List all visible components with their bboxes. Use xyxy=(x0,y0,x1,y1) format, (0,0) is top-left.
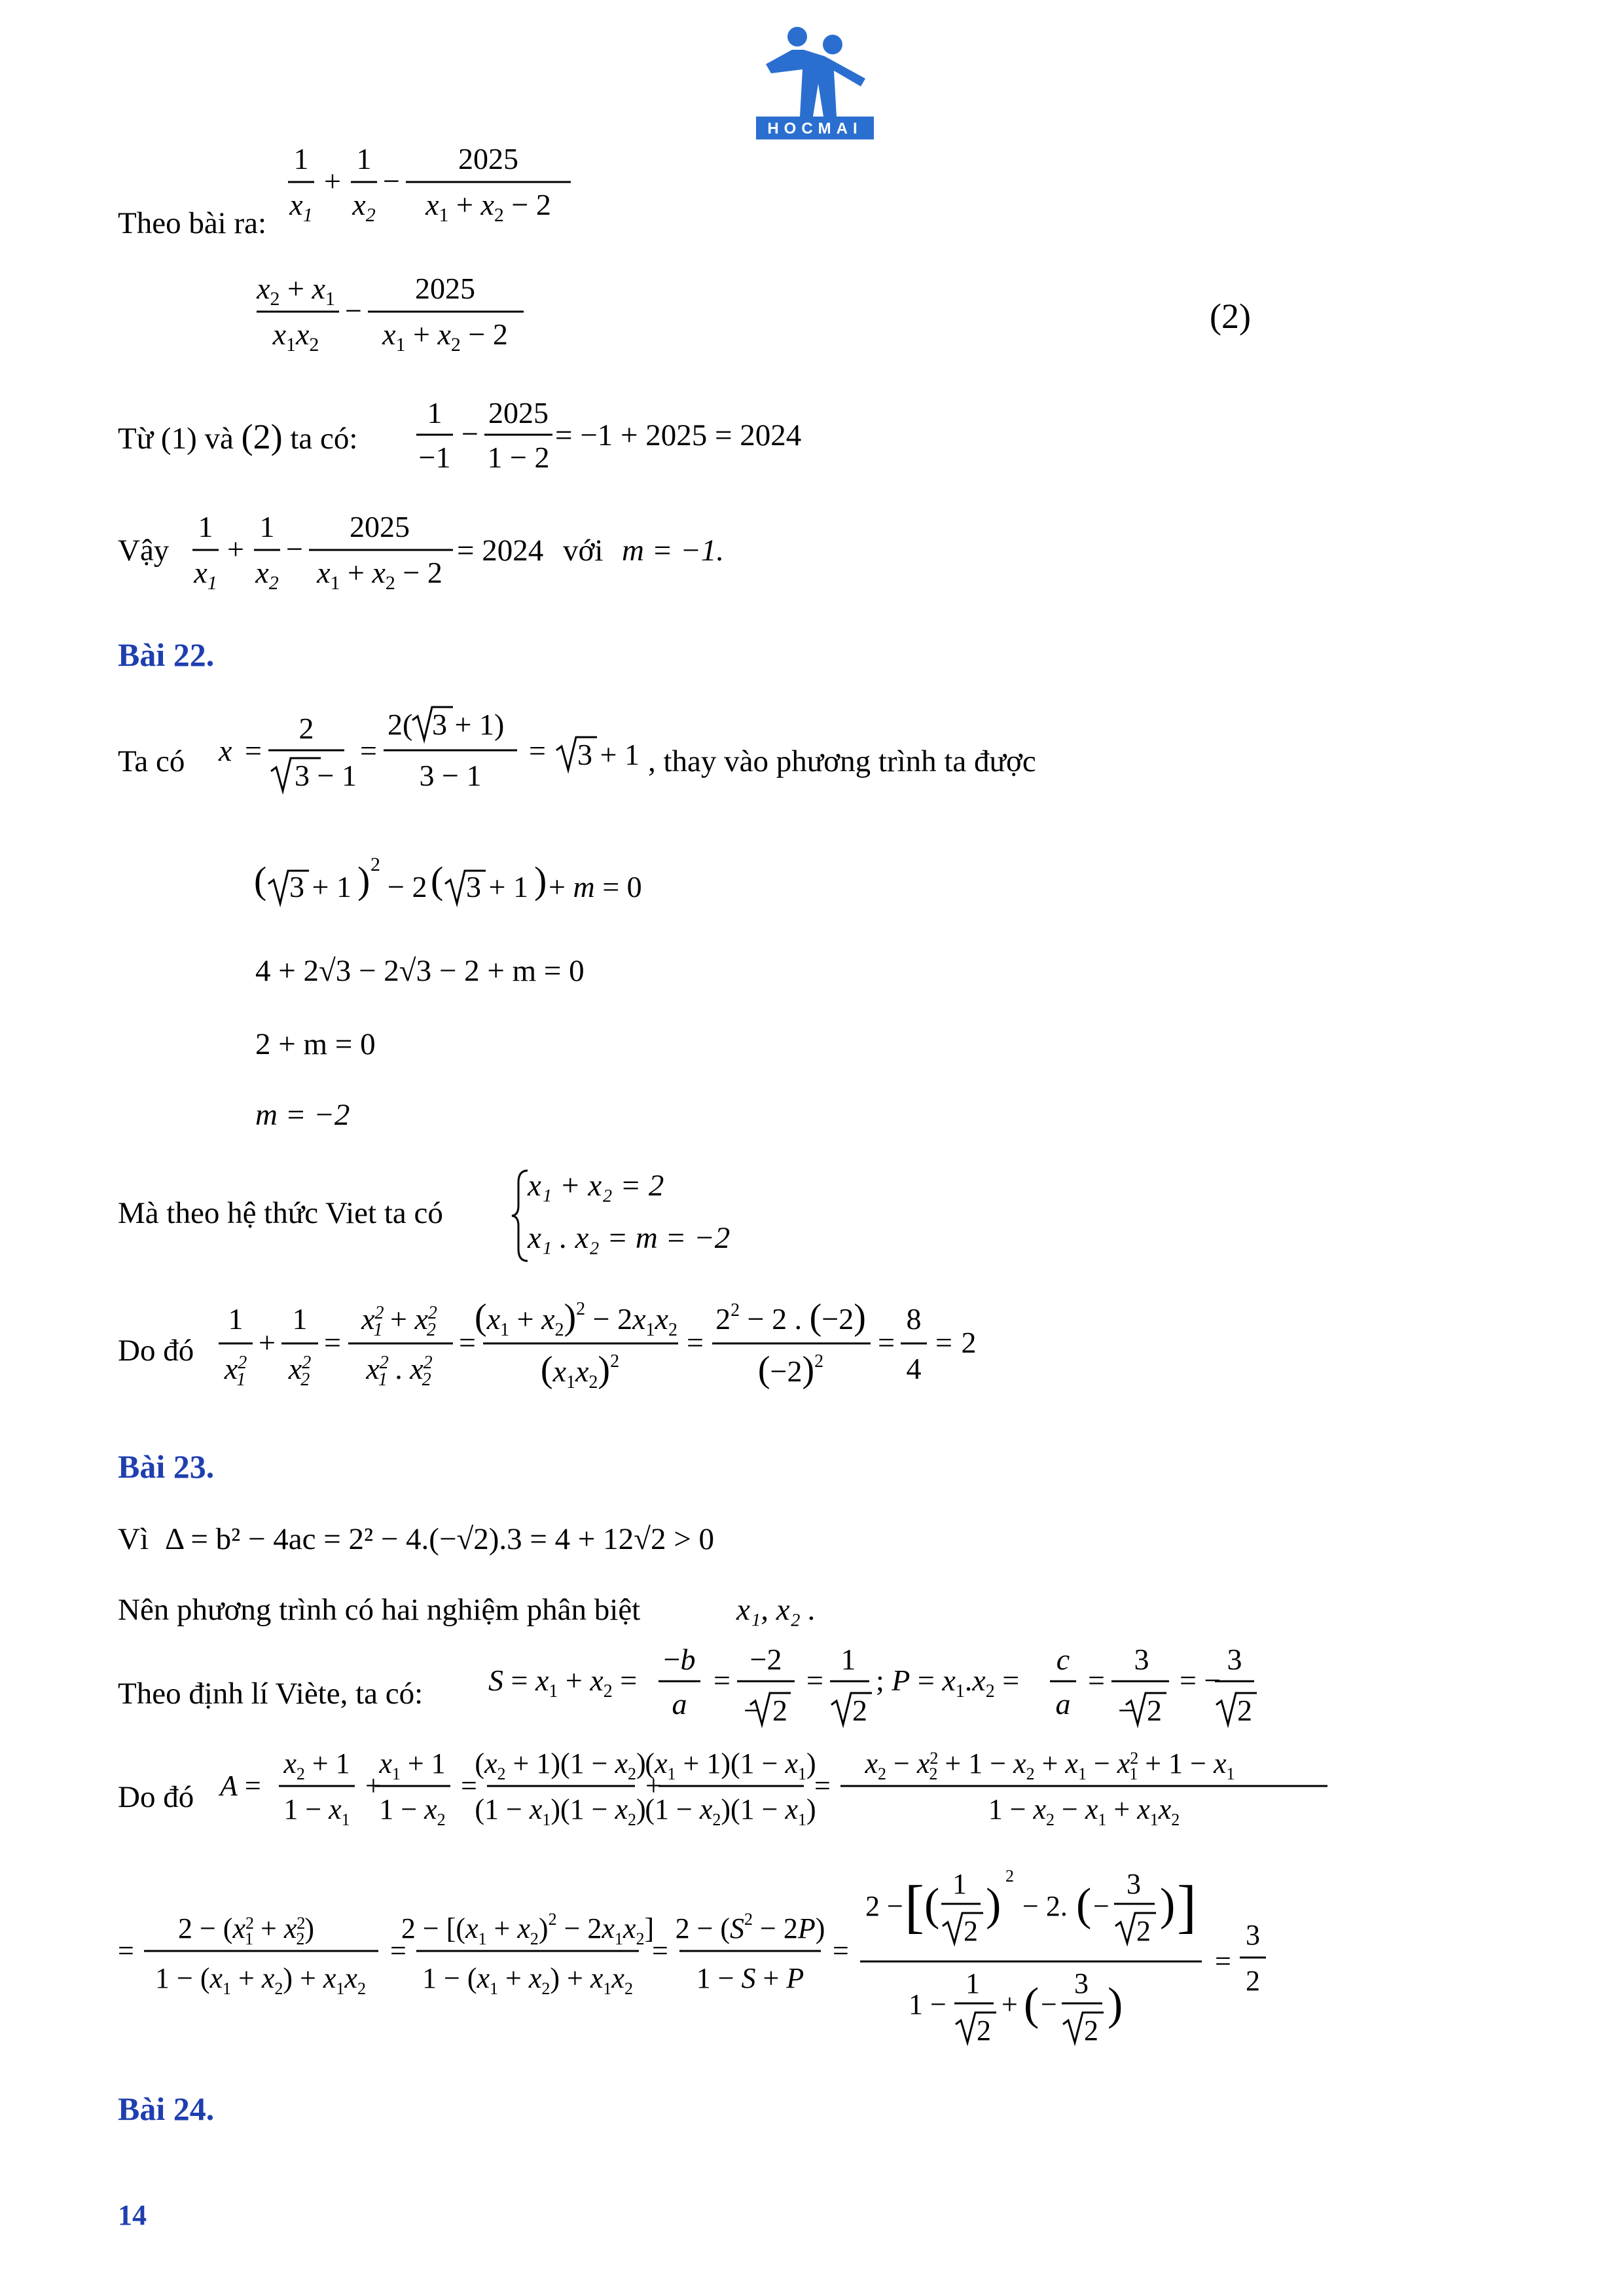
svg-text:): ) xyxy=(986,1880,1001,1930)
theo-dinh-li-text: Theo định lí Viète, ta có: xyxy=(118,1677,424,1711)
svg-text:(1 − x2)(1 − x1): $(1 - x_2)(1 - x_1)$ xyxy=(645,1793,816,1829)
expr-substitution-eq xyxy=(254,845,660,917)
svg-text:−: − xyxy=(1093,1890,1110,1922)
svg-text:]: ] xyxy=(1177,1874,1197,1939)
svg-text:8: 8 xyxy=(906,1302,922,1336)
svg-text:1 − 2: 1 − 2 xyxy=(487,441,550,474)
hocmai-figures-icon xyxy=(753,18,877,139)
svg-text:1: 1 xyxy=(840,1643,856,1676)
nen-text: Nên phương trình có hai nghiệm phân biệt xyxy=(118,1593,641,1627)
svg-text:1: 1 xyxy=(259,510,275,543)
bai-23-heading: Bài 23. xyxy=(118,1448,215,1485)
svg-text:A =: A = xyxy=(220,1770,261,1802)
svg-text:−b: −b xyxy=(663,1643,696,1676)
svg-text:=: = xyxy=(324,1326,341,1359)
svg-text:2: 2 xyxy=(370,854,380,875)
svg-text:+: + xyxy=(1001,1988,1018,2020)
svg-text:−: − xyxy=(345,294,362,327)
svg-text:1: 1 xyxy=(228,1302,244,1336)
svg-text:(x1 + x2)2 − 2x1x2: $(x_1 + x_2)^2 - 2x_1x_2$ xyxy=(475,1297,677,1340)
expr-sum-reciprocals-1 xyxy=(288,137,576,236)
expr-combined-fraction xyxy=(255,267,530,365)
svg-text:2: 2 xyxy=(1136,1915,1151,1947)
svg-text:): ) xyxy=(357,859,370,902)
expr-substitute xyxy=(410,393,567,484)
viet-prod: x₁ . x₂ = m = −2 xyxy=(528,1221,731,1255)
svg-text:2: 2 xyxy=(1147,1694,1162,1727)
ta-co-label: Ta có xyxy=(118,744,185,778)
svg-text:−1: −1 xyxy=(418,441,451,474)
svg-text:=: = xyxy=(833,1935,849,1967)
svg-text:=: = xyxy=(461,1770,477,1802)
svg-text:1 − x1: $1 - x_1$ xyxy=(283,1793,350,1829)
svg-text:+: + xyxy=(324,164,341,198)
svg-text:1 −: 1 − xyxy=(909,1988,947,2020)
svg-text:2025: 2025 xyxy=(415,272,475,305)
hocmai-logo xyxy=(753,18,877,139)
svg-text:x1 + 1: $x_1 + 1$ xyxy=(379,1747,446,1783)
bai-24-heading: Bài 24. xyxy=(118,2090,215,2127)
svg-text:=: = xyxy=(814,1770,831,1802)
svg-text:4: 4 xyxy=(906,1352,922,1385)
svg-text:−: − xyxy=(1041,1988,1057,2020)
svg-text:): ) xyxy=(534,859,547,902)
svg-text:1: 1 xyxy=(427,396,442,429)
svg-text:= −: = − xyxy=(1180,1664,1221,1697)
expr-a-final xyxy=(115,1853,1359,2069)
svg-text:=: = xyxy=(390,1935,406,1967)
svg-text:=: = xyxy=(713,1664,731,1697)
viet-sum: x₁ + x₂ = 2 xyxy=(528,1169,664,1203)
substitute-result: = −1 + 2025 = 2024 xyxy=(555,418,802,452)
svg-text:2: 2 xyxy=(1005,1867,1014,1886)
svg-text:=: = xyxy=(118,1935,134,1967)
svg-text:): ) xyxy=(1108,1979,1123,2030)
svg-text:3: 3 xyxy=(1134,1643,1149,1676)
svg-text:2: 2 xyxy=(961,1326,977,1359)
svg-text:x1 + x2 − 2: $x_1 + x_2 - 2$ xyxy=(425,188,551,226)
svg-text:x21 . x22: $x^2$ 1 . $x^2$ 2 xyxy=(366,1352,433,1390)
svg-text:x1: $x_1$ xyxy=(289,188,313,226)
equation-label-2: (2) xyxy=(1210,297,1251,336)
svg-text:−: − xyxy=(461,417,478,450)
bai22-eq4: 2 + m = 0 xyxy=(255,1027,376,1061)
svg-text:2: 2 xyxy=(977,2014,991,2047)
svg-text:2: 2 xyxy=(1246,1965,1260,1997)
vay-result: = 2024 xyxy=(457,534,544,568)
svg-text:(x1 + 1)(1 − x1): $(x_1 + 1)(1 - x_1)$ xyxy=(645,1747,816,1783)
svg-text:(: ( xyxy=(254,859,267,902)
svg-text:2025: 2025 xyxy=(458,142,518,175)
svg-text:3 + 1: 3 + 1 xyxy=(289,870,352,903)
svg-text:x2: $x_2$ xyxy=(255,556,279,594)
svg-text:a: a xyxy=(672,1687,687,1721)
svg-text:+: + xyxy=(227,532,244,566)
svg-text:=: = xyxy=(935,1326,952,1359)
tu-12-suffix: ta có: xyxy=(290,422,358,456)
svg-text:=: = xyxy=(245,734,262,767)
logo-text: HOCMAI xyxy=(767,120,863,137)
svg-text:3 − 1: 3 − 1 xyxy=(419,759,482,792)
vi-label: Vì xyxy=(118,1522,149,1556)
svg-text:(: ( xyxy=(1024,1979,1039,2030)
svg-text:=: = xyxy=(806,1664,823,1697)
svg-text:(: ( xyxy=(924,1880,940,1930)
svg-text:+: + xyxy=(259,1326,276,1359)
svg-text:1 − x2: $1 - x_2$ xyxy=(379,1793,446,1829)
svg-text:a: a xyxy=(1055,1687,1071,1721)
svg-text:=: = xyxy=(1215,1945,1231,1977)
page-number: 14 xyxy=(118,2199,147,2231)
svg-text:1: 1 xyxy=(952,1868,967,1900)
svg-text:2 −: 2 − xyxy=(865,1890,903,1922)
svg-text:2: 2 xyxy=(1237,1694,1252,1727)
svg-text:− 2: − 2 xyxy=(388,870,427,903)
svg-text:2 − (x21 + x22): $2 - (x^2$ $1 + x^2$ 2) xyxy=(177,1912,315,1948)
svg-text:=: = xyxy=(529,734,546,767)
expr-sum-inverse-squares xyxy=(209,1296,1034,1408)
svg-text:S = x1 + x2 =: $S = x_1 + x_2$ = xyxy=(488,1664,638,1702)
expr-x-rationalize xyxy=(209,694,655,812)
svg-text:(−2)2: $(-2)^2$ xyxy=(757,1349,824,1390)
svg-text:2025: 2025 xyxy=(488,396,549,429)
svg-text:x: x xyxy=(219,734,232,767)
vay-label: Vậy xyxy=(118,534,170,568)
svg-text:x2 + 1: $x_2 + 1$ xyxy=(283,1747,350,1783)
svg-text:−: − xyxy=(383,164,400,198)
svg-text:x1 + x2 − 2: $x_1 + x_2 - 2$ xyxy=(317,556,442,594)
svg-text:x2 + x1: $x_2 + x_1$ xyxy=(257,272,335,310)
svg-text:(x2 + 1)(1 − x2): $(x_2 + 1)(1 - x_2)$ xyxy=(475,1747,646,1783)
svg-text:2: 2 xyxy=(1084,2014,1098,2047)
svg-text:− 2.: − 2. xyxy=(1022,1890,1068,1922)
svg-text:(x1x2)2: $(x_1x_2)^2$ xyxy=(540,1349,620,1393)
do-do-23: Do đó xyxy=(118,1780,194,1814)
svg-text:x1 + x2 − 2: $x_1 + x_2 - 2$ xyxy=(382,318,508,355)
tu-12-eq-label: (2) xyxy=(241,417,283,456)
svg-text:−: − xyxy=(744,1694,761,1727)
svg-text:x1: $x_1$ xyxy=(194,556,217,594)
svg-text:): ) xyxy=(1160,1880,1176,1930)
svg-text:22 − 2 . (−2): $2^2 - 2$ . (−2) xyxy=(715,1297,866,1338)
svg-text:2(: 2( xyxy=(388,708,413,741)
svg-text:3: 3 xyxy=(1227,1643,1242,1676)
svg-text:2 − [(x1 + x2)2 − 2x1x2]: $2 - [(x_1 + x_2)^2 - 2x_1x_2]$ xyxy=(401,1910,655,1948)
svg-text:=: = xyxy=(878,1326,895,1359)
svg-text:−: − xyxy=(286,532,303,566)
svg-text:3 + 1): 3 + 1) xyxy=(432,708,505,741)
delta-equation: Δ = b² − 4ac = 2² − 4.(−√2).3 = 4 + 12√2 > 0 xyxy=(165,1522,714,1556)
svg-text:1: 1 xyxy=(965,1967,980,1999)
bai22-eq3: 4 + 2√3 − 2√3 − 2 + m = 0 xyxy=(255,954,585,988)
svg-text:=: = xyxy=(360,734,377,767)
svg-text:3: 3 xyxy=(1074,1967,1089,1999)
svg-text:x2: $x_2$ xyxy=(352,188,376,226)
svg-text:3: 3 xyxy=(1246,1919,1260,1951)
svg-text:1: 1 xyxy=(356,142,372,175)
svg-text:2: 2 xyxy=(964,1915,978,1947)
tu-1-va-label: Từ (1) và xyxy=(118,422,234,456)
expr-sum-reciprocals-final xyxy=(190,505,458,604)
svg-text:+: + xyxy=(645,1770,662,1802)
svg-text:3 + 1: 3 + 1 xyxy=(466,870,528,903)
svg-text:3: 3 xyxy=(1127,1868,1141,1900)
do-do-22: Do đó xyxy=(118,1334,194,1368)
svg-text:=: = xyxy=(459,1326,476,1359)
svg-text:2: 2 xyxy=(772,1694,787,1727)
voi-value: m = −1. xyxy=(622,534,725,568)
svg-text:1 − x2 − x1 + x1x2: $1 - x_2 - x_1 + x_1x_2$ xyxy=(988,1793,1180,1829)
tu-1-va-text xyxy=(118,419,357,454)
svg-text:1 − S + P: 1 − S + P xyxy=(696,1962,804,1994)
svg-text:2: 2 xyxy=(298,712,314,745)
svg-text:+: + xyxy=(365,1770,382,1802)
svg-text:3 − 1: 3 − 1 xyxy=(295,759,357,792)
theo-bai-ra-label: Theo bài ra: xyxy=(118,206,267,240)
svg-text:1: 1 xyxy=(292,1302,308,1336)
svg-text:1 − (x1 + x2) + x1x2: $1 - (x_1 + x_2) + x_1x_2$ xyxy=(155,1962,366,1998)
svg-text:x21: $x^2$ 1 xyxy=(224,1352,247,1390)
svg-text:+ m = 0: + m = 0 xyxy=(549,870,642,903)
svg-text:2025: 2025 xyxy=(350,510,410,543)
svg-text:=: = xyxy=(652,1935,668,1967)
svg-text:1 − (x1 + x2) + x1x2: $1 - (x_1 + x_2) + x_1x_2$ xyxy=(422,1962,633,1998)
svg-text:; P = x1.x2 =: ; $P = x_1.x_2$ = xyxy=(876,1664,1020,1702)
svg-text:(: ( xyxy=(1076,1880,1092,1930)
bai22-eq5: m = −2 xyxy=(255,1098,350,1132)
nen-vars: x₁, x₂ . xyxy=(736,1593,816,1627)
svg-text:(: ( xyxy=(431,859,444,902)
svg-text:1: 1 xyxy=(293,142,309,175)
svg-text:x21 + x22: $x^2$ $1 + x^2$ 2 xyxy=(361,1302,437,1340)
svg-text:[: [ xyxy=(905,1874,924,1939)
svg-text:=: = xyxy=(1088,1664,1105,1697)
ta-co-suffix: , thay vào phương trình ta được xyxy=(648,744,1036,778)
viet-text: Mà theo hệ thức Viet ta có xyxy=(118,1196,443,1230)
svg-text:2 − (S2 − 2P): $2 - (S^2 - 2P)$ xyxy=(675,1910,825,1944)
svg-text:2: 2 xyxy=(852,1694,867,1727)
svg-text:x1x2: $x_1x_2$ xyxy=(272,318,319,355)
svg-text:(1 − x1)(1 − x2): $(1 - x_1)(1 - x_2)$ xyxy=(475,1793,646,1829)
expr-a-expansion xyxy=(213,1741,1339,1846)
svg-text:3 + 1: 3 + 1 xyxy=(577,738,640,771)
svg-text:x2 − x22 + 1 − x2 + x1 − x21 +: $x_2 - x^2$ $2 + 1 - x_2 + x_1 - x^2$ $1 + 1 - x_1$ xyxy=(865,1747,1235,1783)
voi-label: với xyxy=(563,534,604,568)
svg-text:x22: $x^2$ 2 xyxy=(288,1352,312,1390)
bai-22-heading: Bài 22. xyxy=(118,636,215,673)
expr-viete-sp xyxy=(484,1642,1270,1740)
svg-text:−: − xyxy=(1118,1694,1135,1727)
svg-text:−2: −2 xyxy=(749,1643,782,1676)
svg-text:c: c xyxy=(1056,1643,1070,1676)
svg-text:1: 1 xyxy=(198,510,213,543)
svg-text:=: = xyxy=(687,1326,704,1359)
